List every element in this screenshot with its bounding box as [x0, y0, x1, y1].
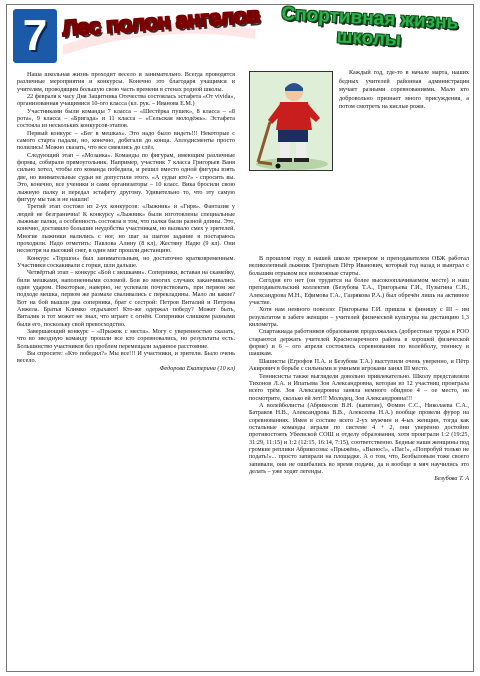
paragraph: Вы спросите: «Кто победил?» Мы все!!! И участники, и зрители. Было очень весело. — [17, 350, 235, 365]
paragraph: Третий этап состоял из 2-ух конкурсов: «Лыжник» и «Гиря». Фантазия у людей не безгранична! К конкурсу «Лыжник» были изготовлены специальные лыжные палки, а особенность состояла в том, что палки были разной длины. Это, конечно, доставило большие неудобства участникам, но вызвало смех у зрителей. Многие лыжники валились с ног, но шаг за шагом задание я постараюсь проходили. Надо отметить: Павлова Алину (8 кл), Жестяну Надю (9 кл). Они несмотря на высокий снег, в один миг прошли дистанцию. — [17, 203, 235, 255]
paragraph: Наша школьная жизнь проходит весело и занимательно. Всегда проводятся различные мероприятия и конкурсы. Конечно это благодаря учащимся и учителям, проводящим большую свою часть времени в стенах родной школы. — [17, 71, 235, 93]
paragraph: В прошлом году в нашей школе тренером и преподавателем ОБЖ работал великолепный лыжник Григорьев Пётр Иванович, который год назад и выиграл с большим отрывом все возможные старты. — [249, 255, 469, 277]
paragraph: Спартакиада работников образования продолжалась (добрестные труды и РОО стараются держать учителей Краснозаречного района в хорошей физической форме) и 6 – ого апреля состоялись соревнования по волейболу, теннису и шашкам. — [249, 328, 469, 358]
paragraph: Следующий этап – «Мозаика». Команды по фигурам, имеющим различные формы, собирали прямоугольник. Например, участник 7 класса Григорьев Ваня сильно хотел, чтобы его команда победила, и решил вместо одной фигуры взять две, но внимательные судьи не допустили этого. «А судьи кто?» - спросить вы. Это, конечно, все ученики и сами организаторы – 10 класс. Вика бросили свою лыжную палку и передал эстафету другому. Удивительно то, что эту самую фигуру мы так и не нашли! — [17, 151, 235, 203]
hockey-player-icon — [250, 72, 333, 171]
paragraph: Сегодня его нет (он трудится на более высокооплачиваемом месте) и наш преподавательский коллектив (Безубова Т.А., Григорьева Г.И., Пузыгина С.Н., Александрова М.Н., Ефимова Г.А., Газрякова Р.А.) был обречён лишь на активное участие. — [249, 277, 469, 307]
issue-number: 7 — [13, 9, 57, 63]
paragraph: Хотя нам немного повезло: Григорьева Г.И. пришла к финишу с III – им результатом в забеге женщин – учителей физической культуры на дистанцию 1,3 километра. — [249, 306, 469, 329]
title-right: Спортивная жизнь школы — [280, 3, 459, 51]
paragraph: Шашисты (Егрофов П.А. и Безубова Т.А.) выступили очень уверенно, и Пётр Акирович в борьбе с сильными и умными игроками занял III место. — [249, 357, 469, 373]
title-left: Лес полон ангелов — [62, 4, 261, 62]
paragraph: Первый конкурс – «Бег в мешках». Это надо было видеть!!! Некоторые с самого старта падали, но, конечно, добегали до конца. Аплодисменты просто полились! Можно сказать, что все смеялись до слёз. — [17, 129, 235, 152]
signature: Федорова Екатерина (10 кл) — [159, 364, 235, 372]
right-column — [249, 255, 469, 669]
paragraph: Четвёртый этап – конкурс «Бой с мешками». Соперники, вставая на скамейку, били мешками, наполненными соломой. Бои во многих случаях заканчивались один ударом. Некоторые, наверно, не успевали почувствовать, при первом же подходе мешка, первом же размахе сваливались с перекладины. Мало ли какие? Вот на бой вышли два соперника, брат с сестрой: Петров Виталий и Петрова Анжела. Братья Климко отдыхают! Кто-же одержал победу? Может быть, Виталик и тот может не знал, что играет с огнём. Соперники слишком разными были его, поскольку свой превосходство. — [17, 269, 235, 328]
paragraph: Участниками были команды 7 класса – «Шестёрка пушек», 8 класса – «8 рота», 9 класса – «Бригада» и 11 класса – «Сельская молодёжь». Эстафета состояла из нескольких конкурсов-этапов. — [17, 107, 235, 130]
paragraph: 22 февраля к часу Дня Защитника Отечества состоялась эстафета «От vivida», организованная учащимися 10-ого класса (кл. рук. – Иванова Е.М.) — [17, 93, 235, 108]
paragraph: Завершающий конкурс – «Прыжок с места». Могу с уверенностью сказать, что во звездную команду прошли все кто соревновались, но результаты есть. Большинство участников без проблем перемещали заданное расстояние. — [17, 328, 235, 350]
intro-column — [339, 69, 469, 259]
header — [7, 2, 475, 67]
left-column — [17, 71, 235, 667]
paragraph: Каждый год, где-то в начале марта, наших бедных учителей районная администрация мучает разными соревнованиями. Мало кто добровольно признает много присуждения, а потом смотреть на кислые рожи. — [339, 69, 469, 111]
signature: Безубова Т. А — [434, 475, 469, 483]
paragraph: Теннисисты также выглядели довольно привлекательно. Школу представляли Тихонов Л.А. и Ипатьева Зоя Александровна, которая из 12 участниц проиграла всего трём. Зоя Александровна заняла немного обидное 4 – ое место, но посмотрите, сколько ей лет!!! Молодец, Зоя Александровна!!! — [249, 372, 469, 402]
paragraph: А волейболисты (Абрикосов В.Н. (капитан), Фомин С.С., Николаева С.А., Батраков Н.В., Александрова В.В., Алексеева Н.А.) вообще провели фурор на соревнованиях. Имея в составе всего 2-ух мужчин и 4-ых женщин, тогда как остальные команды играли по системе 4 + 2, они уверенно достойно противостоять Убеевской СОШ и отделу образования, хотя проиграли 1:2 (19:25, 31:29, 11:15) и 1:2 (12:15, 16:14, 7:15), соответственно. Бедные наши женщины под громкие реплики Абрикосова: «Прыжём», «Вынос!», «Пас!», «Попробуй только не подать!»... просто запирали на площадке. А о том, что, Безбыловым тоже своего запивали, они не ошибались во время подачи, да и вообще в мяч научились это делать – уже ходят легенды. — [249, 401, 469, 475]
newspaper-page — [6, 4, 474, 672]
hockey-player-photo — [249, 71, 333, 171]
paragraph: Конкурс «Торшон» был занимательным, но достаточно кратковременным. Участники соскакивали с горки, шли дальше. — [17, 254, 235, 269]
